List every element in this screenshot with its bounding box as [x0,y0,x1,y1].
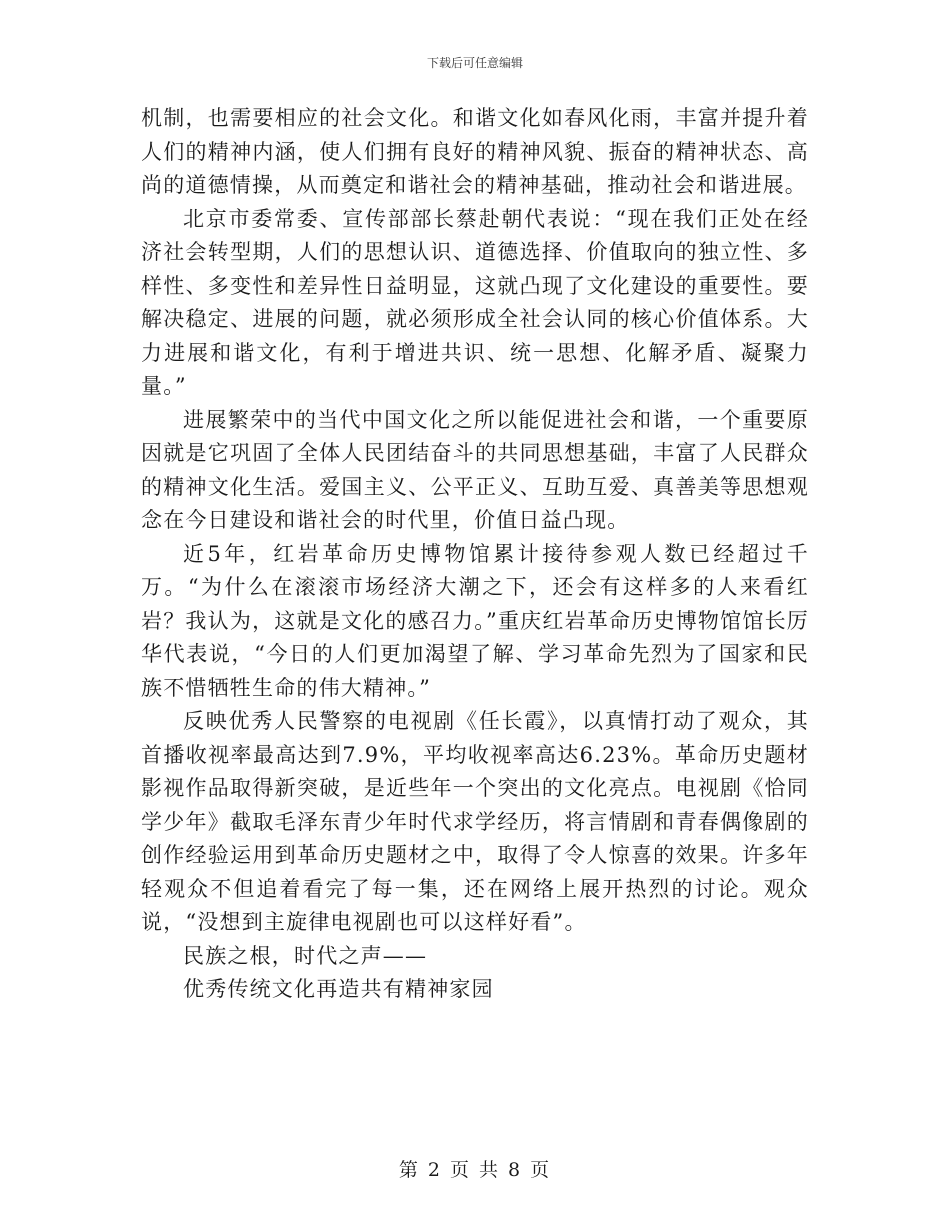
document-body [141,102,809,1007]
section-heading-line-1: 民族之根，时代之声—— [183,943,428,968]
page-number: 第 2 页 共 8 页 [398,1159,552,1181]
paragraph-1: 机制，也需要相应的社会文化。和谐文化如春风化雨，丰富并提升着人们的精神内涵，使人们拥有良好的精神风貌、振奋的精神状态、高尚的道德情操，从而奠定和谐社会的精神基础，推动社会和谐进展。 [141,106,809,197]
paragraph-3: 进展繁荣中的当代中国文化之所以能促进社会和谐，一个重要原因就是它巩固了全体人民团结奋斗的共同思想基础，丰富了人民群众的精神文化生活。爱国主义、公平正义、互助互爱、真善美等思想观念在今日建设和谐社会的时代里，价值日益凸现。 [141,407,809,532]
paragraph-4: 近5年，红岩革命历史博物馆累计接待参观人数已经超过千万。“为什么在滚滚市场经济大潮之下，还会有这样多的人来看红岩？我认为，这就是文化的感召力。”重庆红岩革命历史博物馆馆长厉华代表说，“今日的人们更加渴望了解、学习革命先烈为了国家和民族不惜牺牲生命的伟大精神。” [141,541,809,700]
paragraph-5: 反映优秀人民警察的电视剧《任长霞》，以真情打动了观众，其首播收视率最高达到7.9%，平均收视率高达6.23%。革命历史题材影视作品取得新突破，是近些年一个突出的文化亮点。电视剧《恰同学少年》截取毛泽东青少年时代求学经历，将言情剧和青春偶像剧的创作经验运用到革命历史题材之中，取得了令人惊喜的效果。许多年轻观众不但追着看完了每一集，还在网络上展开热烈的讨论。观众说，“没想到主旋律电视剧也可以这样好看”。 [141,709,809,934]
paragraph-2: 北京市委常委、宣传部部长蔡赴朝代表说：“现在我们正处在经济社会转型期，人们的思想认识、道德选择、价值取向的独立性、多样性、多变性和差异性日益明显，这就凸现了文化建设的重要性。要解决稳定、进展的问题，就必须形成全社会认同的核心价值体系。大力进展和谐文化，有利于增进共识、统一思想、化解矛盾、凝聚力量。” [141,206,809,398]
section-heading-line-2: 优秀传统文化再造共有精神家园 [183,977,494,1001]
page-header: 下载后可任意编辑 [426,56,523,70]
